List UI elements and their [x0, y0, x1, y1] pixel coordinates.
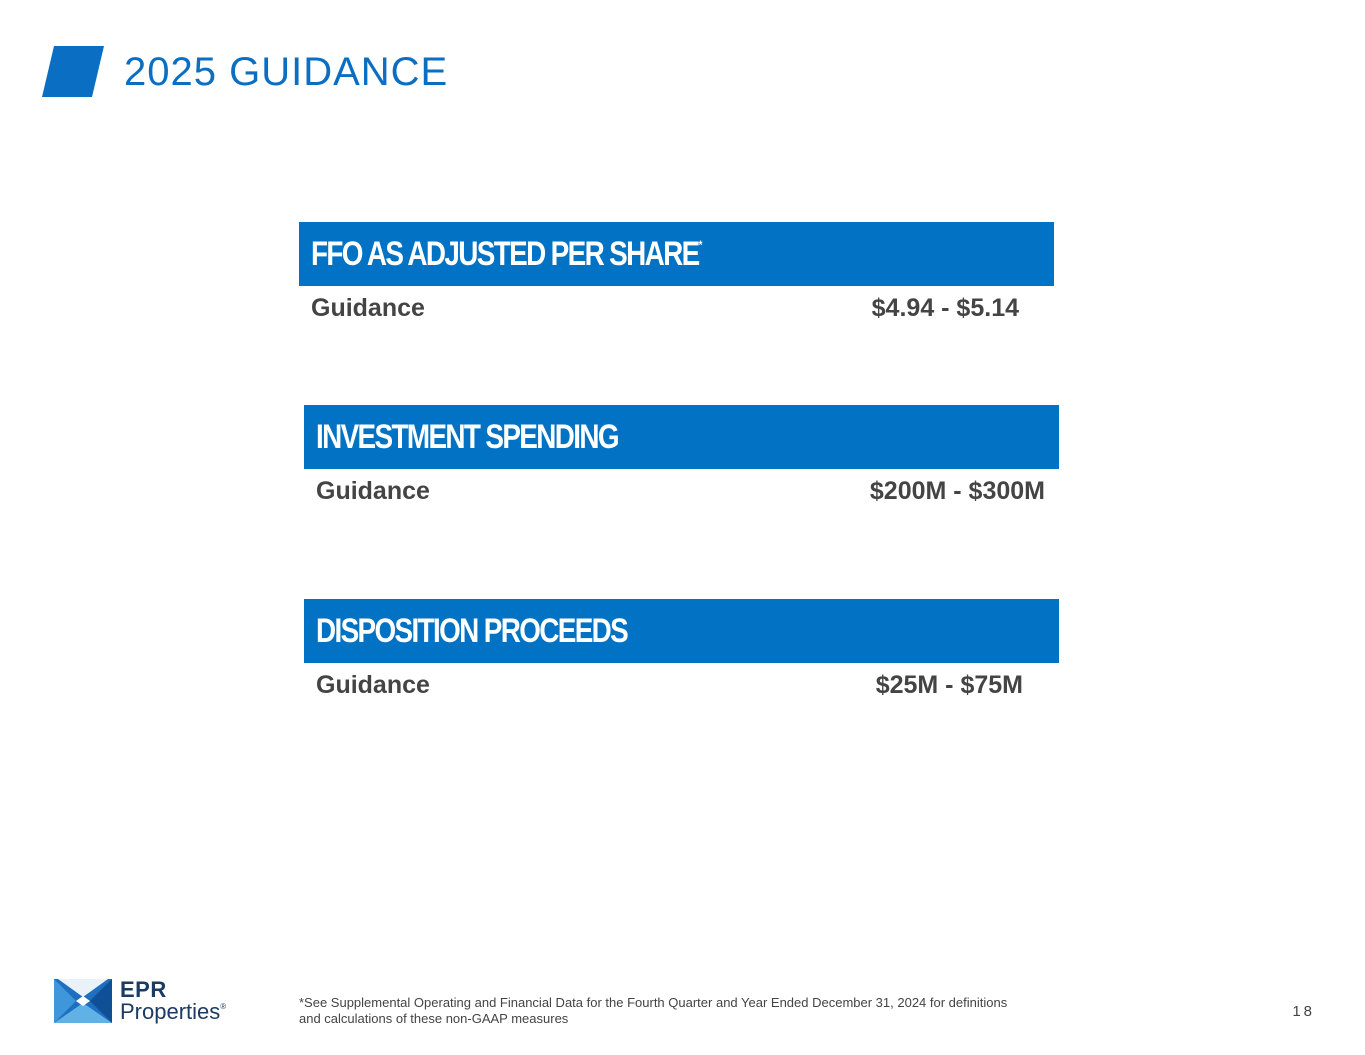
disposition-section-header: [304, 599, 1059, 663]
ffo-guidance-block: [299, 222, 1054, 334]
investment-guidance-row: [304, 469, 1059, 517]
disposition-proceeds-block: [304, 599, 1059, 711]
ffo-section-title: FFO AS ADJUSTED PER SHARE*: [311, 234, 703, 273]
epr-x-logo-icon: [54, 979, 112, 1023]
footnote-asterisk: *: [698, 237, 703, 252]
disposition-guidance-label: Guidance: [316, 671, 430, 699]
ffo-section-header: [299, 222, 1054, 286]
page-title: 2025 GUIDANCE: [124, 50, 449, 94]
investment-spending-block: [304, 405, 1059, 517]
disposition-guidance-value: $25M - $75M: [875, 671, 1023, 699]
investment-guidance-value: $200M - $300M: [869, 477, 1045, 505]
disposition-guidance-row: [304, 663, 1059, 711]
footnote: *See Supplemental Operating and Financial Data for the Fourth Quarter and Year Ended December 31, 2024 for definitions and calculations of these non-GAAP measures: [299, 995, 1008, 1026]
page-number: 18: [1292, 1003, 1315, 1020]
epr-properties-logo: [54, 977, 254, 1027]
logo-epr-text: EPR: [120, 977, 167, 1002]
ffo-guidance-value: $4.94 - $5.14: [871, 294, 1019, 322]
investment-guidance-label: Guidance: [316, 477, 430, 505]
disposition-section-title: DISPOSITION PROCEEDS: [316, 611, 628, 650]
ffo-guidance-row: [299, 286, 1054, 334]
investment-section-header: [304, 405, 1059, 469]
investment-section-title: INVESTMENT SPENDING: [316, 417, 618, 456]
title-accent-parallelogram: [42, 46, 104, 97]
registered-mark: ®: [220, 1002, 227, 1011]
logo-properties-text: Properties®: [120, 999, 227, 1024]
ffo-guidance-label: Guidance: [311, 294, 425, 322]
